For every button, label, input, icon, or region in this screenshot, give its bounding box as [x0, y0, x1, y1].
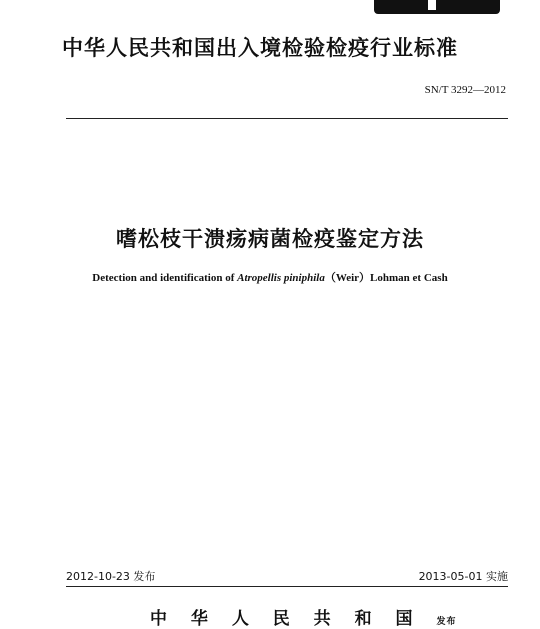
title-en-suffix: （Weir）Lohman et Cash: [324, 272, 448, 284]
issue-date: 2012-10-23 发布: [66, 570, 156, 583]
sn-logo-fragment: [374, 0, 500, 14]
title-en-prefix: Detection and identification of: [92, 272, 238, 284]
sn-logo-gap: [428, 0, 436, 10]
document-title-chinese: 嗜松枝干溃疡病菌检疫鉴定方法: [116, 227, 424, 251]
title-en-species: Atropellis piniphila: [237, 272, 325, 284]
publisher-line: [150, 604, 456, 629]
publisher-suffix: 发布: [436, 617, 457, 627]
implementation-date: 2013-05-01 实施: [418, 570, 508, 583]
header-divider: [66, 118, 508, 119]
document-title-english: [0, 269, 540, 285]
footer-divider: [66, 586, 508, 587]
standard-code: SN/T 3292—2012: [424, 84, 506, 96]
standard-category-title: 中华人民共和国出入境检验检疫行业标准: [62, 36, 458, 60]
publisher-name: 中 华 人 民 共 和 国: [150, 609, 422, 629]
